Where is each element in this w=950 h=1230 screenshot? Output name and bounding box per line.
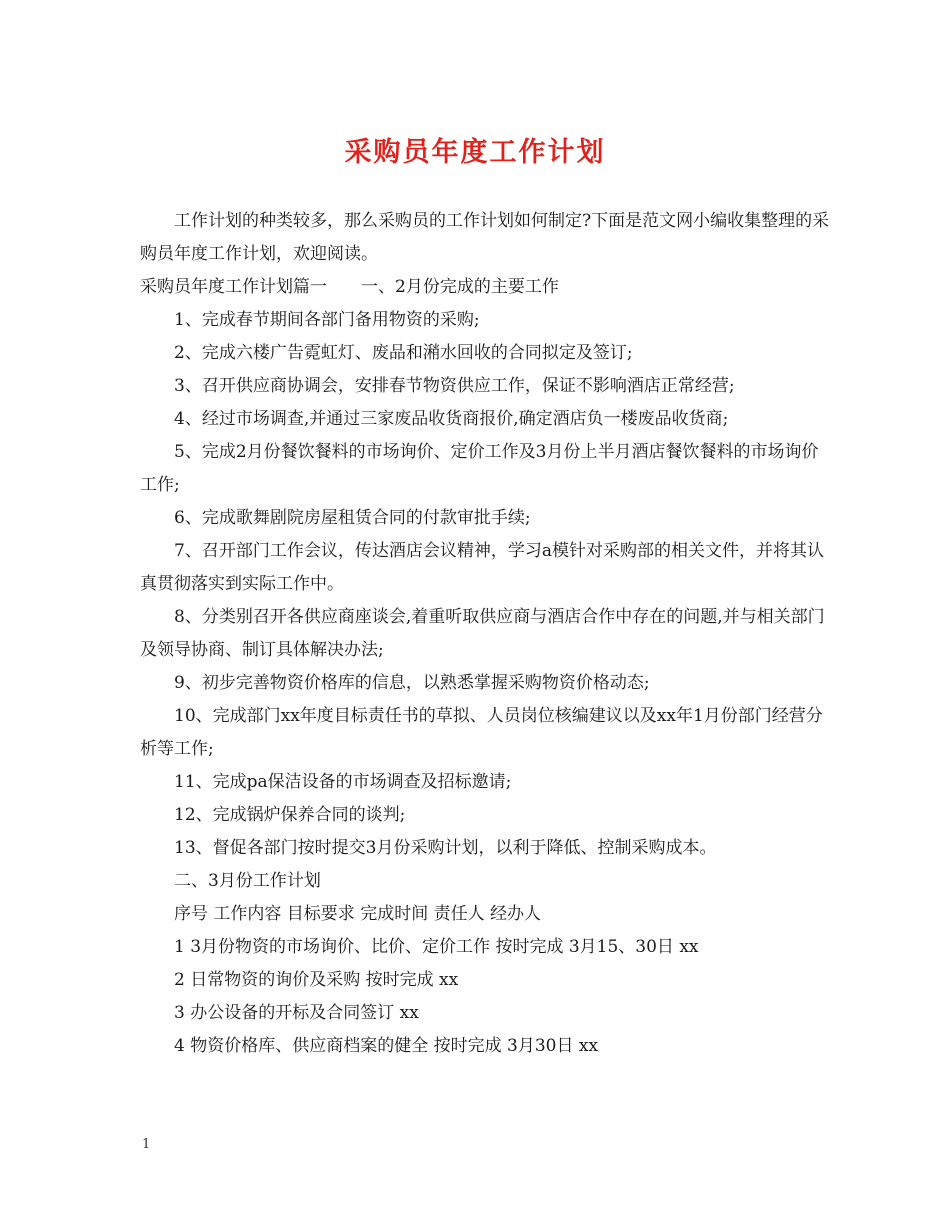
paragraph: 采购员年度工作计划篇一 一、2月份完成的主要工作 [140,277,559,297]
paragraph: 10、完成部门xx年度目标责任书的草拟、人员岗位核编建议以及xx年1月份部门经营分析等工作; [140,706,823,759]
paragraph: 5、完成2月份餐饮餐料的市场询价、定价工作及3月份上半月酒店餐饮餐料的市场询价工作; [140,442,819,495]
paragraph: 12、完成锅炉保养合同的谈判; [174,805,406,825]
paragraph: 3 办公设备的开标及合同签订 xx [174,1003,419,1023]
paragraph: 8、分类别召开各供应商座谈会,着重听取供应商与酒店合作中存在的问题,并与相关部门及领导协商、制订具体解决办法; [140,607,825,660]
paragraph: 二、3月份工作计划 [174,871,321,891]
paragraph: 2、完成六楼广告霓虹灯、废品和潲水回收的合同拟定及签订; [174,343,633,363]
paragraph: 9、初步完善物资价格库的信息，以熟悉掌握采购物资价格动态; [174,673,650,693]
paragraph: 13、督促各部门按时提交3月份采购计划，以利于降低、控制采购成本。 [174,838,717,858]
paragraph: 4 物资价格库、供应商档案的健全 按时完成 3月30日 xx [174,1036,599,1056]
paragraph: 工作计划的种类较多，那么采购员的工作计划如何制定?下面是范文网小编收集整理的采购员年度工作计划，欢迎阅读。 [140,211,830,264]
paragraph: 1 3月份物资的市场询价、比价、定价工作 按时完成 3月15、30日 xx [174,937,699,957]
paragraph: 2 日常物资的询价及采购 按时完成 xx [174,970,459,990]
document-title: 采购员年度工作计划 [344,137,606,168]
paragraph: 6、完成歌舞剧院房屋租赁合同的付款审批手续; [174,508,531,528]
document-body [140,205,830,1063]
paragraph: 7、召开部门工作会议，传达酒店会议精神，学习a模针对采购部的相关文件，并将其认真贯彻落实到实际工作中。 [140,541,824,594]
paragraph: 11、完成pa保洁设备的市场调查及招标邀请; [174,772,512,792]
paragraph: 3、召开供应商协调会，安排春节物资供应工作，保证不影响酒店正常经营; [174,376,735,396]
page-number: 1 [142,1137,151,1152]
paragraph: 序号 工作内容 目标要求 完成时间 责任人 经办人 [174,904,542,924]
paragraph: 4、经过市场调查,并通过三家废品收货商报价,确定酒店负一楼废品收货商; [174,409,729,429]
paragraph: 1、完成春节期间各部门备用物资的采购; [174,310,480,330]
